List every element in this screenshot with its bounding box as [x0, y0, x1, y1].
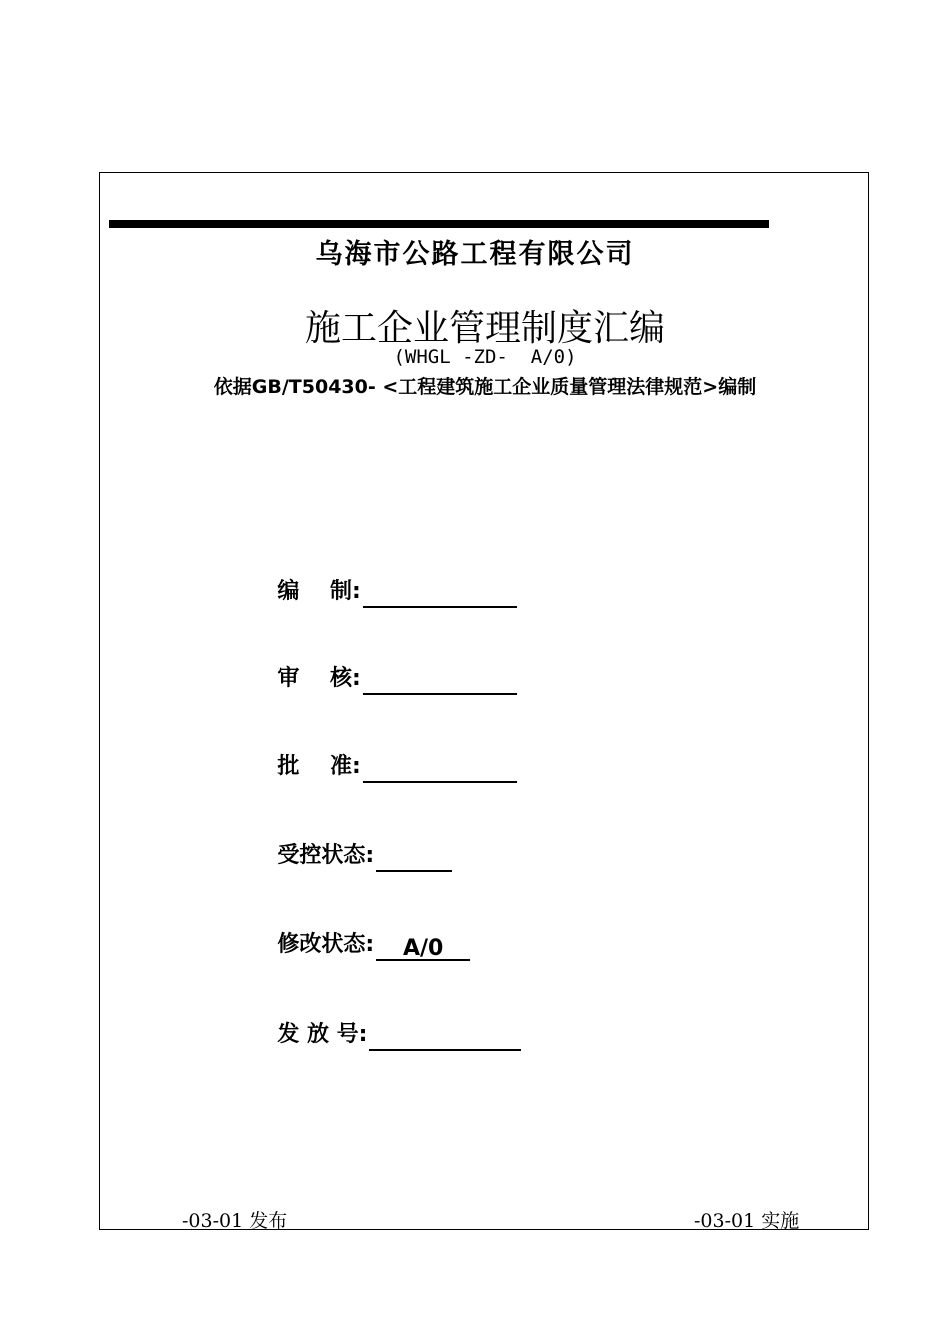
field-blank[interactable]	[363, 755, 517, 783]
field-reviewed-by	[262, 631, 517, 691]
revision-value[interactable]: A/0	[376, 933, 470, 961]
document-title: 施工企业管理制度汇编	[304, 308, 665, 349]
field-blank[interactable]	[363, 667, 517, 695]
header-rule	[109, 220, 769, 228]
field-label: 发 放 号:	[277, 1022, 368, 1047]
document-basis: 依据GB/T50430- <工程建筑施工企业质量管理法律规范>编制	[213, 376, 757, 398]
implement-date: -03-01 实施	[694, 1210, 800, 1232]
field-control-status	[262, 808, 452, 868]
field-label: 修改状态:	[277, 932, 375, 957]
issue-date: -03-01 发布	[182, 1210, 288, 1232]
field-label: 审 核:	[277, 666, 361, 691]
field-approved-by	[262, 719, 517, 779]
field-label: 编 制:	[277, 579, 361, 604]
field-compiled-by	[262, 544, 517, 604]
field-revision-status	[262, 897, 470, 961]
field-distribution-number	[262, 987, 521, 1047]
field-label: 批 准:	[277, 754, 361, 779]
field-blank[interactable]	[369, 1023, 521, 1051]
field-label: 受控状态:	[277, 843, 375, 868]
field-blank[interactable]	[363, 580, 517, 608]
document-code: (WHGL -ZD- A/0)	[393, 346, 577, 368]
company-name: 乌海市公路工程有限公司	[315, 239, 635, 270]
field-blank[interactable]	[376, 844, 452, 872]
